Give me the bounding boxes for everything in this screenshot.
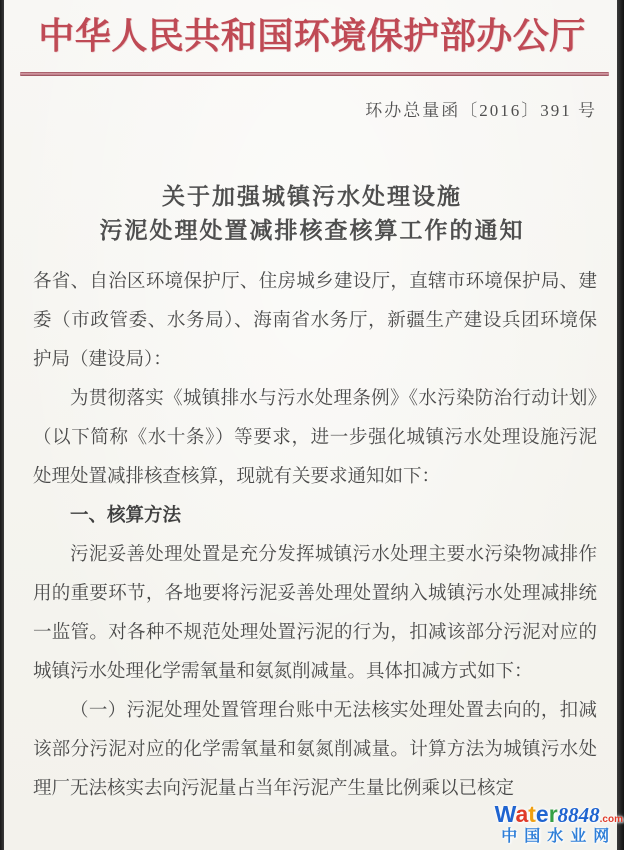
scan-edge-left: [0, 0, 4, 850]
watermark-brand-line: [495, 803, 623, 826]
document-number: 环办总量函〔2016〕391 号: [365, 101, 597, 120]
watermark-site-name: 中国水业网: [501, 828, 617, 845]
document-title-line1: 关于加强城镇污水处理设施: [162, 184, 462, 209]
water8848-watermark: [495, 803, 623, 845]
document-body: [33, 263, 597, 850]
watermark-brand-number: 8848: [557, 803, 600, 827]
document-title: [0, 180, 624, 248]
salutation-paragraph: 各省、自治区环境保护厅、住房城乡建设厅，直辖市环境保护局、建委（市政管委、水务局）、海南省水务厅，新疆生产建设兵团环境保护局（建设局）：: [33, 272, 597, 370]
watermark-brand-tld: .com: [599, 814, 623, 825]
letterhead-issuer-title: 中华人民共和国环境保护部办公厅: [38, 16, 586, 56]
document-title-line2: 污泥处理处置减排核查核算工作的通知: [99, 218, 525, 243]
section-1-paragraph-1: 污泥妥善处理处置是充分发挥城镇污水处理主要水污染物减排作用的重要环节，各地要将污泥妥善处理处置纳入城镇污水处理减排统一监管。对各种不规范处理处置污泥的行为，扣减该部分污泥对应的城镇污水处理化学需氧量和氨氮削减量。具体扣减方式如下：: [33, 545, 597, 682]
section-1-heading: 一、核算方法: [70, 506, 182, 526]
intro-paragraph: 为贯彻落实《城镇排水与污水处理条例》《水污染防治行动计划》（以下简称《水十条》）等要求，进一步强化城镇污水处理设施污泥处理处置减排核查核算，现就有关要求通知如下：: [33, 389, 597, 487]
letterhead-rule: [20, 72, 609, 76]
section-1-item-1: （一）污泥处理处置管理台账中无法核实处理处置去向的，扣减该部分污泥对应的化学需氧量和氨氮削减量。计算方法为城镇污水处理厂无法核实去向污泥量占当年污泥产生量比例乘以已核定: [33, 701, 597, 799]
watermark-brand-word: Water: [494, 801, 558, 827]
scan-edge-right: [617, 0, 624, 850]
